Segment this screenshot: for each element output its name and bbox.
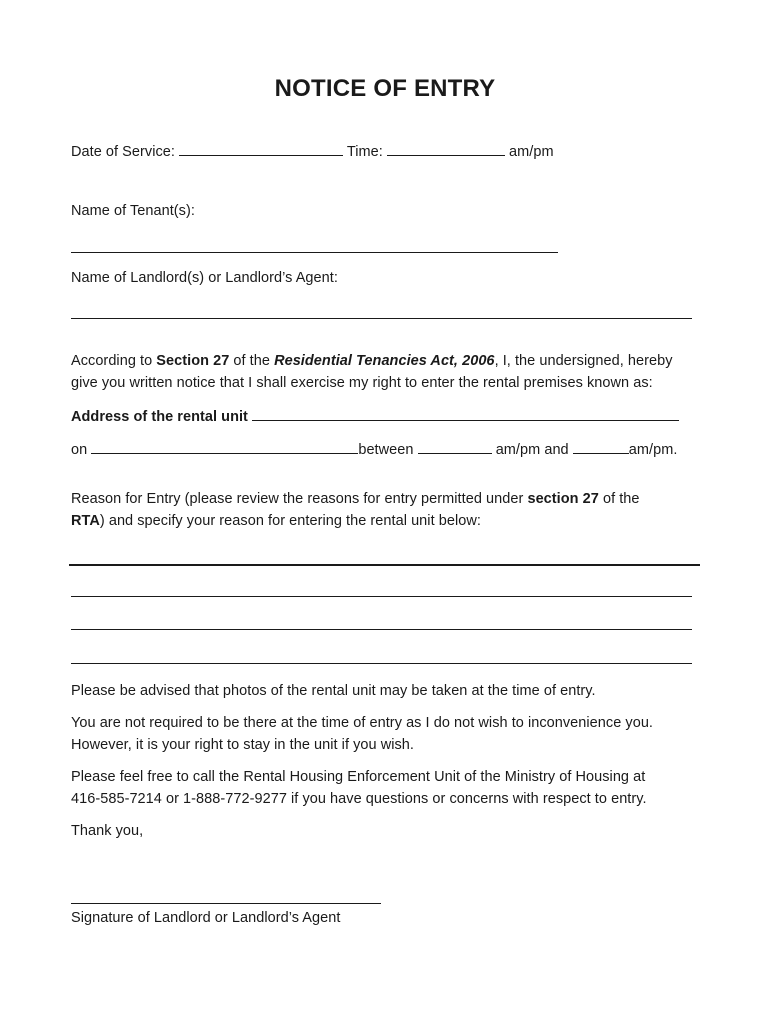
service-row: [71, 142, 554, 161]
reason-line-1: [71, 490, 640, 508]
thank-you-text: Thank you,: [71, 823, 144, 839]
reason-text: ) and specify your reason for entering the rental unit below:: [99, 513, 481, 529]
tenant-name-field[interactable]: [71, 252, 558, 253]
landlord-name-field[interactable]: [71, 318, 692, 319]
entry-date-field[interactable]: [91, 440, 358, 454]
presence-notice-line-2: However, it is your right to stay in the unit if you wish.: [71, 737, 414, 753]
reason-text: of the: [598, 491, 640, 507]
start-ampm-label: am/pm and: [495, 442, 569, 458]
act-name: Residential Tenancies Act, 2006: [274, 353, 495, 369]
end-ampm-label: am/pm.: [628, 442, 678, 458]
contact-notice-line-2: 416-585-7214 or 1-888-772-9277 if you have questions or concerns with respect to entry.: [71, 791, 647, 807]
address-label: Address of the rental unit: [71, 409, 248, 425]
reason-field-line[interactable]: [71, 596, 692, 597]
tenant-name-label: Name of Tenant(s):: [71, 203, 195, 219]
time-label: Time:: [346, 144, 383, 160]
rta-abbreviation: RTA: [71, 513, 100, 529]
time-field[interactable]: [387, 142, 505, 156]
statement-text: According to: [71, 353, 157, 369]
address-field[interactable]: [252, 407, 679, 421]
signature-label: Signature of Landlord or Landlord’s Agent: [71, 910, 341, 926]
landlord-name-label: Name of Landlord(s) or Landlord’s Agent:: [71, 270, 338, 286]
date-of-service-field[interactable]: [179, 142, 343, 156]
section-reference: Section 27: [156, 353, 230, 369]
schedule-row: [71, 440, 677, 459]
section-reference: section 27: [527, 491, 599, 507]
reason-field-line[interactable]: [71, 629, 692, 630]
time-ampm-label: am/pm: [509, 144, 554, 160]
date-of-service-label: Date of Service:: [71, 144, 175, 160]
photos-notice: Please be advised that photos of the rental unit may be taken at the time of entry.: [71, 683, 596, 699]
statement-line-2: give you written notice that I shall exercise my right to enter the rental premises known as:: [71, 375, 653, 391]
reason-field-line[interactable]: [69, 564, 700, 566]
statement-line-1: [71, 352, 673, 370]
end-time-field[interactable]: [573, 440, 629, 454]
presence-notice-line-1: You are not required to be there at the time of entry as I do not wish to inconvenience you.: [71, 715, 654, 731]
contact-notice-line-1: Please feel free to call the Rental Housing Enforcement Unit of the Ministry of Housing at: [71, 769, 646, 785]
form-title: NOTICE OF ENTRY: [274, 75, 496, 102]
reason-field-line[interactable]: [71, 663, 692, 664]
on-label: on: [71, 442, 88, 458]
reason-text: Reason for Entry (please review the reasons for entry permitted under: [71, 491, 528, 507]
statement-text: , I, the undersigned, hereby: [494, 353, 673, 369]
signature-field[interactable]: [71, 903, 381, 904]
statement-text: of the: [229, 353, 275, 369]
start-time-field[interactable]: [418, 440, 492, 454]
address-row: [71, 407, 679, 426]
between-label: between: [358, 442, 414, 458]
reason-line-2: [71, 512, 481, 530]
